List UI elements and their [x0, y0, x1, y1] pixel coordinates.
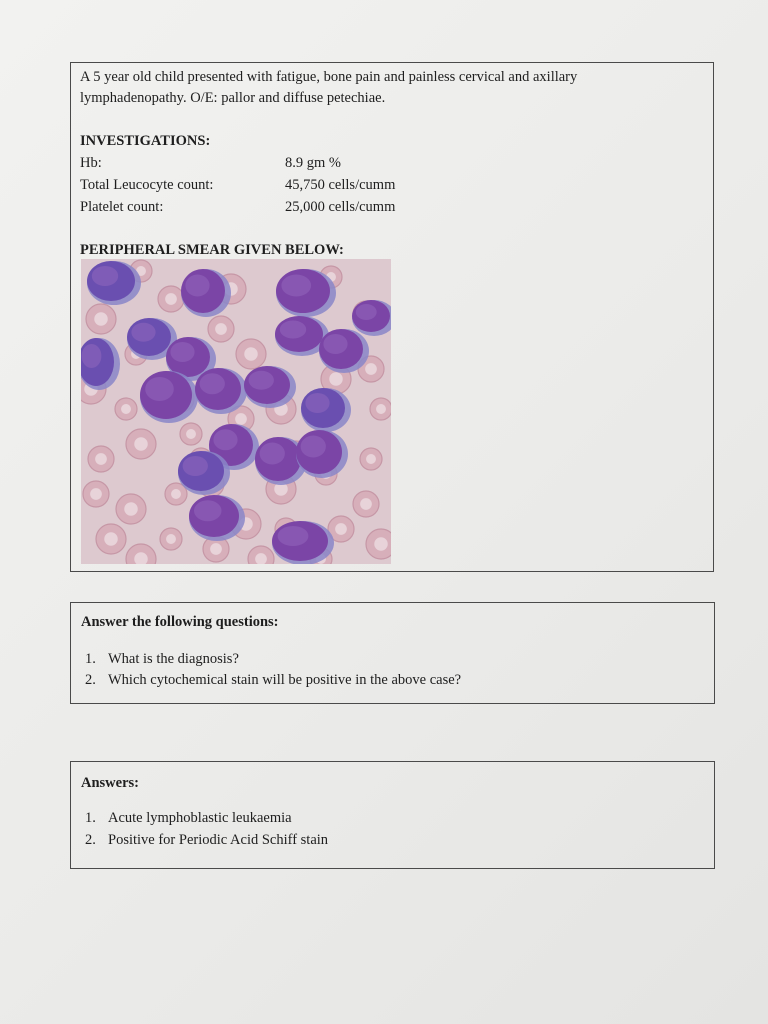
red-blood-cell: [370, 398, 391, 420]
red-blood-cell: [158, 286, 184, 312]
lymphoblast-cell: [81, 338, 120, 390]
red-blood-cell: [208, 316, 234, 342]
red-blood-cell: [236, 339, 266, 369]
lymphoblast-cell: [195, 368, 247, 414]
red-blood-cell: [88, 446, 114, 472]
red-blood-cell: [180, 423, 202, 445]
smear-illustration: [81, 259, 391, 564]
investigation-value-tlc: 45,750 cells/cumm: [285, 177, 396, 193]
question-number-2: 2.: [85, 672, 96, 688]
red-blood-cell: [115, 398, 137, 420]
investigation-label-tlc: Total Leucocyte count:: [80, 177, 214, 193]
question-text-2: Which cytochemical stain will be positive in the above case?: [108, 672, 462, 688]
red-blood-cell: [86, 304, 116, 334]
answer-text-2: Positive for Periodic Acid Schiff stain: [108, 832, 329, 848]
answer-text-1: Acute lymphoblastic leukaemia: [108, 810, 292, 826]
red-blood-cell: [116, 494, 146, 524]
investigations-heading: INVESTIGATIONS:: [80, 133, 211, 149]
lymphoblast-cell: [189, 495, 245, 541]
red-blood-cell: [360, 448, 382, 470]
investigation-value-hb: 8.9 gm %: [285, 155, 341, 171]
red-blood-cell: [160, 528, 182, 550]
question-number-1: 1.: [85, 651, 96, 667]
lymphoblast-cell: [276, 269, 336, 317]
red-blood-cell: [126, 429, 156, 459]
red-blood-cell: [96, 524, 126, 554]
red-blood-cell: [126, 544, 156, 564]
red-blood-cell: [366, 529, 391, 559]
smear-heading: PERIPHERAL SMEAR GIVEN BELOW:: [80, 242, 344, 258]
lymphoblast-cell: [140, 371, 198, 423]
questions-heading: Answer the following questions:: [81, 614, 279, 630]
lymphoblast-cell: [87, 261, 141, 305]
question-text-1: What is the diagnosis?: [108, 651, 239, 667]
investigation-label-hb: Hb:: [80, 155, 102, 171]
lymphoblast-cell: [352, 300, 391, 336]
lymphoblast-cell: [244, 366, 296, 408]
lymphoblast-cell: [319, 329, 369, 373]
lymphoblast-cell: [178, 451, 230, 495]
lymphoblast-cell: [181, 269, 231, 317]
investigation-label-platelet: Platelet count:: [80, 199, 164, 215]
peripheral-smear-image: [81, 259, 391, 564]
case-line-1: A 5 year old child presented with fatigue, bone pain and painless cervical and axillary: [80, 69, 578, 85]
case-line-2: lymphadenopathy. O/E: pallor and diffuse petechiae.: [80, 90, 386, 106]
answer-number-1: 1.: [85, 810, 96, 826]
red-blood-cell: [353, 491, 379, 517]
lymphoblast-cell: [296, 430, 348, 478]
lymphoblast-cell: [272, 521, 334, 564]
investigation-value-platelet: 25,000 cells/cumm: [285, 199, 396, 215]
red-blood-cell: [83, 481, 109, 507]
red-blood-cell: [248, 546, 274, 564]
answers-heading: Answers:: [81, 775, 139, 791]
lymphoblast-cell: [301, 388, 351, 432]
answer-number-2: 2.: [85, 832, 96, 848]
